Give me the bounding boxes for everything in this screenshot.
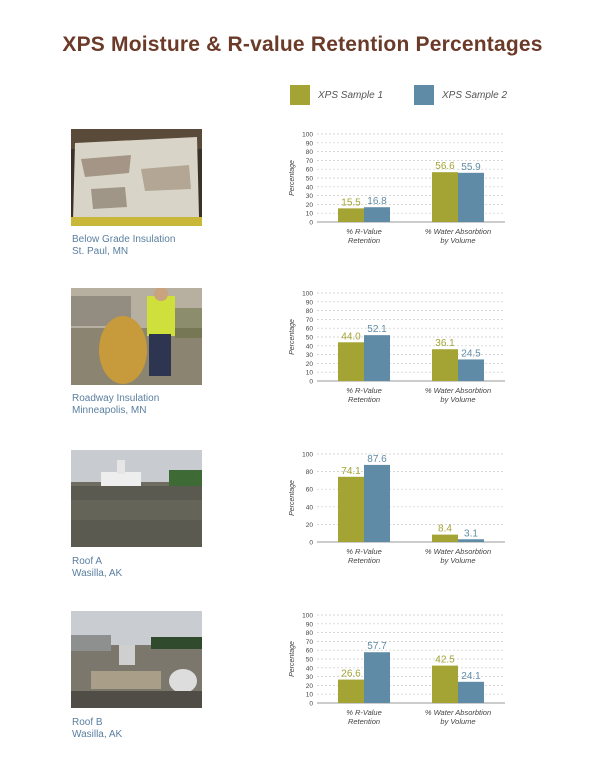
panel-below-grade <box>0 126 605 276</box>
bar-chart <box>280 126 520 256</box>
bar-sample-2 <box>364 465 390 542</box>
y-axis-label: Percentage <box>289 160 296 196</box>
y-tick-label: 60 <box>305 486 313 494</box>
x-category-label: % R-Value <box>346 547 382 556</box>
bar-value-label: 57.7 <box>367 641 387 653</box>
legend-swatch-sample-1 <box>290 85 310 105</box>
caption-city: Wasilla, AK <box>72 568 123 579</box>
y-tick-label: 100 <box>302 451 313 459</box>
bar-value-label: 3.1 <box>464 528 478 540</box>
caption-location-type: Below Grade Insulation <box>72 234 176 245</box>
y-tick-label: 30 <box>305 352 313 360</box>
caption-city: St. Paul, MN <box>72 246 129 257</box>
legend-swatch-sample-2 <box>414 85 434 105</box>
bar-value-label: 87.6 <box>367 453 387 465</box>
legend-label-sample-1: XPS Sample 1 <box>318 89 384 101</box>
x-category-label: % Water Absorbtion <box>424 227 492 236</box>
y-tick-label: 90 <box>305 621 313 629</box>
x-category-label: % R-Value <box>346 708 382 717</box>
bar-chart <box>280 607 520 737</box>
panel-caption <box>72 556 122 580</box>
x-category-label: Retention <box>347 395 381 404</box>
y-tick-label: 100 <box>302 290 313 298</box>
y-axis-label: Percentage <box>289 641 296 677</box>
chart-legend <box>290 84 590 106</box>
x-category-label: by Volume <box>440 395 476 404</box>
y-tick-label: 60 <box>305 325 313 333</box>
bar-sample-1 <box>338 342 364 381</box>
y-tick-label: 30 <box>305 674 313 682</box>
bar-sample-1 <box>338 680 364 703</box>
y-tick-label: 0 <box>309 700 313 708</box>
x-category-label: % Water Absorbtion <box>424 547 492 556</box>
y-tick-label: 50 <box>305 334 313 342</box>
bar-sample-2 <box>458 173 484 222</box>
y-tick-label: 0 <box>309 219 313 227</box>
bar-chart <box>280 285 520 415</box>
y-tick-label: 30 <box>305 193 313 201</box>
bar-value-label: 52.1 <box>367 324 387 336</box>
y-tick-label: 100 <box>302 131 313 139</box>
y-tick-label: 0 <box>309 539 313 547</box>
y-tick-label: 80 <box>305 149 313 157</box>
legend-item-sample-1 <box>290 84 383 106</box>
bar-value-label: 16.8 <box>367 196 387 208</box>
bar-value-label: 36.1 <box>435 338 455 350</box>
bar-sample-1 <box>432 666 458 703</box>
x-category-label: Retention <box>347 556 381 565</box>
y-tick-label: 40 <box>305 343 313 351</box>
panel-roof-b <box>0 607 605 757</box>
y-tick-label: 0 <box>309 378 313 386</box>
bar-sample-2 <box>364 207 390 222</box>
y-tick-label: 70 <box>305 638 313 646</box>
page-title: XPS Moisture & R-value Retention Percentages <box>62 33 543 56</box>
caption-location-type: Roof A <box>72 556 103 567</box>
panel-caption <box>72 393 159 417</box>
y-tick-label: 60 <box>305 647 313 655</box>
panel-roof-a <box>0 446 605 596</box>
y-tick-label: 90 <box>305 140 313 148</box>
bar-value-label: 55.9 <box>461 161 481 173</box>
y-tick-label: 80 <box>305 308 313 316</box>
y-tick-label: 10 <box>305 210 313 218</box>
bar-value-label: 15.5 <box>341 197 361 209</box>
bar-sample-2 <box>458 359 484 381</box>
y-tick-label: 40 <box>305 504 313 512</box>
x-category-label: by Volume <box>440 236 476 245</box>
roof-with-equipment-photo <box>71 611 202 708</box>
y-tick-label: 50 <box>305 175 313 183</box>
x-category-label: by Volume <box>440 717 476 726</box>
y-tick-label: 70 <box>305 316 313 324</box>
y-tick-label: 10 <box>305 691 313 699</box>
y-tick-label: 40 <box>305 184 313 192</box>
y-tick-label: 80 <box>305 469 313 477</box>
y-tick-label: 80 <box>305 630 313 638</box>
y-tick-label: 60 <box>305 166 313 174</box>
worker-holding-insulation-photo <box>71 288 202 385</box>
panel-caption <box>72 717 122 741</box>
x-category-label: Retention <box>347 717 381 726</box>
y-tick-label: 20 <box>305 201 313 209</box>
bar-sample-1 <box>338 477 364 542</box>
caption-city: Minneapolis, MN <box>72 405 147 416</box>
bar-sample-1 <box>338 208 364 222</box>
bar-value-label: 44.0 <box>341 331 361 343</box>
bar-value-label: 24.5 <box>461 348 481 360</box>
caption-location-type: Roadway Insulation <box>72 393 160 404</box>
panel-caption <box>72 234 175 258</box>
bar-value-label: 8.4 <box>438 523 452 535</box>
y-tick-label: 40 <box>305 665 313 673</box>
y-tick-label: 50 <box>305 656 313 664</box>
y-tick-label: 20 <box>305 682 313 690</box>
x-category-label: Retention <box>347 236 381 245</box>
x-category-label: by Volume <box>440 556 476 565</box>
caption-location-type: Roof B <box>72 717 103 728</box>
y-axis-label: Percentage <box>289 319 296 355</box>
caption-city: Wasilla, AK <box>72 729 123 740</box>
bar-sample-2 <box>458 539 484 542</box>
x-category-label: % R-Value <box>346 386 382 395</box>
bar-sample-2 <box>458 682 484 703</box>
bar-sample-2 <box>364 335 390 381</box>
bar-sample-1 <box>432 535 458 542</box>
y-tick-label: 10 <box>305 369 313 377</box>
x-category-label: % R-Value <box>346 227 382 236</box>
y-tick-label: 20 <box>305 521 313 529</box>
x-category-label: % Water Absorbtion <box>424 386 492 395</box>
y-axis-label: Percentage <box>289 480 296 516</box>
y-tick-label: 70 <box>305 157 313 165</box>
bar-sample-1 <box>432 349 458 381</box>
flooded-roof-photo <box>71 450 202 547</box>
bar-value-label: 26.6 <box>341 668 361 680</box>
y-tick-label: 90 <box>305 299 313 307</box>
y-tick-label: 100 <box>302 612 313 620</box>
panel-roadway <box>0 285 605 435</box>
bar-chart <box>280 446 520 576</box>
bar-sample-1 <box>432 172 458 222</box>
bar-sample-2 <box>364 652 390 703</box>
bar-value-label: 24.1 <box>461 670 481 682</box>
bar-value-label: 42.5 <box>435 654 455 666</box>
legend-label-sample-2: XPS Sample 2 <box>442 89 508 101</box>
insulation-board-photo <box>71 129 202 226</box>
x-category-label: % Water Absorbtion <box>424 708 492 717</box>
bar-value-label: 74.1 <box>341 465 361 477</box>
legend-item-sample-2 <box>414 84 507 106</box>
bar-value-label: 56.6 <box>435 161 455 173</box>
y-tick-label: 20 <box>305 360 313 368</box>
